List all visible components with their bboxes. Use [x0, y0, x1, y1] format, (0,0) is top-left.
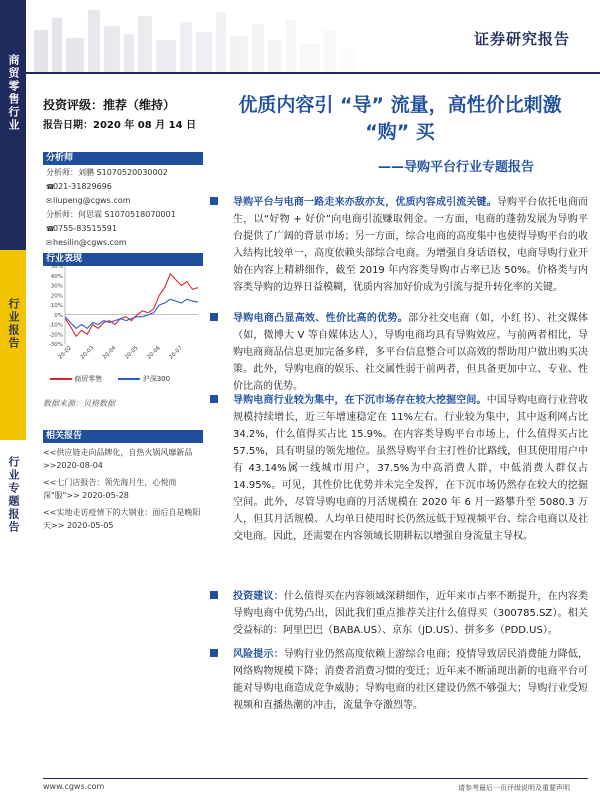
- summary-paragraph-5: [210, 646, 588, 714]
- chart-legend: [50, 374, 170, 384]
- related-heading: 相关报告: [43, 430, 203, 443]
- market-heading: 行业表现: [43, 253, 203, 266]
- phone-icon: ☎: [46, 183, 55, 191]
- bullet-icon: [210, 395, 218, 403]
- legend-label-hs300: 沪深300: [142, 375, 171, 383]
- sidebar-top-segment: [0, 0, 26, 250]
- paragraph-body: 导购平台依托电商而生，以“好物 + 好价”向电商引流赚取佣金。一方面，电商的蓬勃发展为导购平台提供了广阔的背景市场；另一方面，综合电商的高度集中也使得导购平台的收入结构比较单一，高度依赖头部综合电商。为增强自身话语权，电商导购行业开始在内容上精耕细作，截至 2019 年内容类导购市占率已达 50%。价格类与内容类导购的边界日益模糊，优质内容加好价成为引流与提升转化率的关键。: [233, 197, 589, 293]
- email-icon: ✉: [46, 197, 52, 205]
- title-line-1: 优质内容引 “导” 流量，高性价比刺激: [238, 94, 562, 116]
- sidebar-bottom-segment: [0, 440, 26, 800]
- email-icon: ✉: [46, 239, 52, 247]
- paragraph-lead: 导购电商凸显高效、性价比高的优势。: [233, 313, 408, 324]
- page-title: [205, 92, 595, 146]
- y-tick-label: 20%: [50, 293, 63, 300]
- analyst-2-phone: ☎0755-83515591: [46, 224, 117, 233]
- x-tick-label: 20-07: [168, 345, 184, 361]
- paragraph-body: 导购行业仍然高度依赖上游综合电商；疫情导致居民消费能力降低，网络购物规模下降；消费者消费习惯的变迁；近年来不断涌现出新的电商平台可能对导购电商造成竞争威胁；导购电商的社区建设仍然不够强大；导购行业受短视频和直播热潮的冲击，流量争夺激烈等。: [233, 649, 589, 711]
- y-tick-label: 10%: [50, 303, 63, 309]
- phone-icon: ☎: [46, 225, 55, 233]
- y-tick-label: 40%: [50, 273, 63, 280]
- sidebar-industry-label: 商贸零售行业: [7, 54, 20, 132]
- x-tick-label: 20-03: [79, 345, 96, 361]
- paragraph-body: 部分社交电商（如，小红书）、社交媒体（如，微博大 V 等自媒体达人），导购电商均具有导购效应。与前两者相比，导购电商商品信息更加完备多样，多平台信息整合可以高效的帮助用户做出购买决策。此外，导购电商的娱乐、社交属性弱于前两者，但具备更加中立、专业、性价比高的优势。: [233, 313, 588, 392]
- y-tick-label: 50%: [50, 264, 63, 270]
- paragraph-lead: 投资建议：: [233, 591, 284, 602]
- sidebar-type-label: 行业专题报告: [7, 456, 20, 534]
- market-chart: [43, 262, 203, 382]
- x-tick-label: 20-06: [146, 345, 162, 361]
- bullet-icon: [210, 197, 218, 205]
- legend-label-retail: 商贸零售: [74, 375, 103, 383]
- header-rule: [26, 72, 600, 74]
- paragraph-body: 什么值得买在内容领域深耕细作，近年来市占率不断提升，在内容类导购电商中优势凸出，因此我们重点推荐关注什么值得买（300785.SZ）。相关受益标的：阿里巴巴（BABA.US）、京东（JD.US）、拼多多（PDD.US）。: [233, 591, 589, 636]
- paragraph-lead: 导购平台与电商一路走来亦敌亦友，优质内容成引流关键。: [233, 197, 497, 208]
- footer-url[interactable]: www.cgws.com: [43, 782, 105, 791]
- y-tick-label: 30%: [50, 283, 63, 290]
- y-tick-label: -30%: [48, 342, 63, 348]
- bullet-icon: [210, 313, 218, 321]
- market-chart-svg: [43, 262, 203, 374]
- analyst-1-phone: ☎021-31829696: [46, 182, 112, 191]
- sidebar-report-label: 行业报告: [7, 298, 20, 350]
- related-report-2[interactable]: <<七门店报告：领先海月生，心悦而深"服">> 2020-05-28: [43, 478, 177, 500]
- x-tick-label: 20-04: [101, 345, 118, 361]
- summary-paragraph-4: [210, 588, 588, 639]
- analyst-1-name: 分析师：刘鹏 S1070520030002: [46, 168, 168, 177]
- analyst-2-email[interactable]: ✉hesilin@cgws.com: [46, 238, 127, 247]
- report-type-label: 证券研究报告: [473, 30, 570, 48]
- x-tick-label: 20-05: [124, 345, 140, 361]
- analyst-1-email[interactable]: ✉liupeng@cgws.com: [46, 196, 131, 205]
- legend-swatch-retail: [50, 378, 72, 380]
- sidebar-mid-segment: [0, 250, 26, 440]
- bullet-icon: [210, 591, 218, 599]
- series-line-hs300: [65, 299, 198, 328]
- y-tick-label: 0%: [54, 312, 63, 319]
- summary-paragraph-2: [210, 310, 588, 395]
- page-subtitle: ——导购平台行业专题报告: [378, 160, 535, 175]
- analyst-2-name: 分析师：何思霖 S1070518070001: [46, 210, 176, 219]
- paragraph-lead: 导购电商行业较为集中，在下沉市场存在较大挖掘空间。: [233, 395, 487, 406]
- paragraph-lead: 风险提示：: [233, 649, 284, 660]
- summary-paragraph-1: [210, 194, 588, 296]
- investment-rating: 投资评级：推荐（维持）: [43, 98, 176, 112]
- related-report-3[interactable]: <<实地走访疫情下的大钢业：面后自是晚阳天>> 2020-05-05: [43, 508, 201, 530]
- analyst-heading: 分析师: [43, 152, 203, 165]
- x-tick-label: 20-02: [57, 345, 74, 361]
- footer-disclaimer-note: 请参考最后一页评级说明及重要声明: [458, 784, 570, 792]
- title-line-2: “购” 买: [365, 121, 435, 143]
- legend-swatch-hs300: [118, 378, 140, 380]
- chart-source: 数据来源：贝格数据: [43, 399, 115, 408]
- paragraph-body: 中国导购电商行业营收规模持续增长，近三年增速稳定在 11%左右。行业较为集中，其中返利网占比 34.2%，什么值得买占比 15.9%。在内容类导购平台市场上，什么值得买占比 57.5%，具有明显的领先地位。虽然导购平台主打性价比路线，但其使用用户中有 43.14%属一线城市用户，37.5%为中高消费人群，中低消费人群仅占 14.95%。可见，其性价比优势并未完全发挥，在下沉市场仍然存在较大的挖掘空间。此外，尽管导购电商的月活规模在 2020 年 6 月一路攀升至 5080.3 万人，但其月活规模、人均单日使用时长仍然远低于短视频平台、综合电商以及社交电商。因此，还需要在内容领域长期耕耘以增强自身流量主导权。: [233, 395, 589, 542]
- footer-rule: [43, 778, 588, 779]
- left-sidebar: [0, 0, 26, 800]
- bullet-icon: [210, 649, 218, 657]
- related-report-1[interactable]: <<供应链走向品牌化，自热火锅风靡新品>>2020-08-04: [43, 448, 193, 470]
- y-tick-label: -20%: [48, 332, 63, 339]
- summary-paragraph-3: [210, 392, 588, 545]
- report-date: 报告日期：2020 年 08 月 14 日: [43, 120, 197, 131]
- y-tick-label: -10%: [48, 322, 63, 329]
